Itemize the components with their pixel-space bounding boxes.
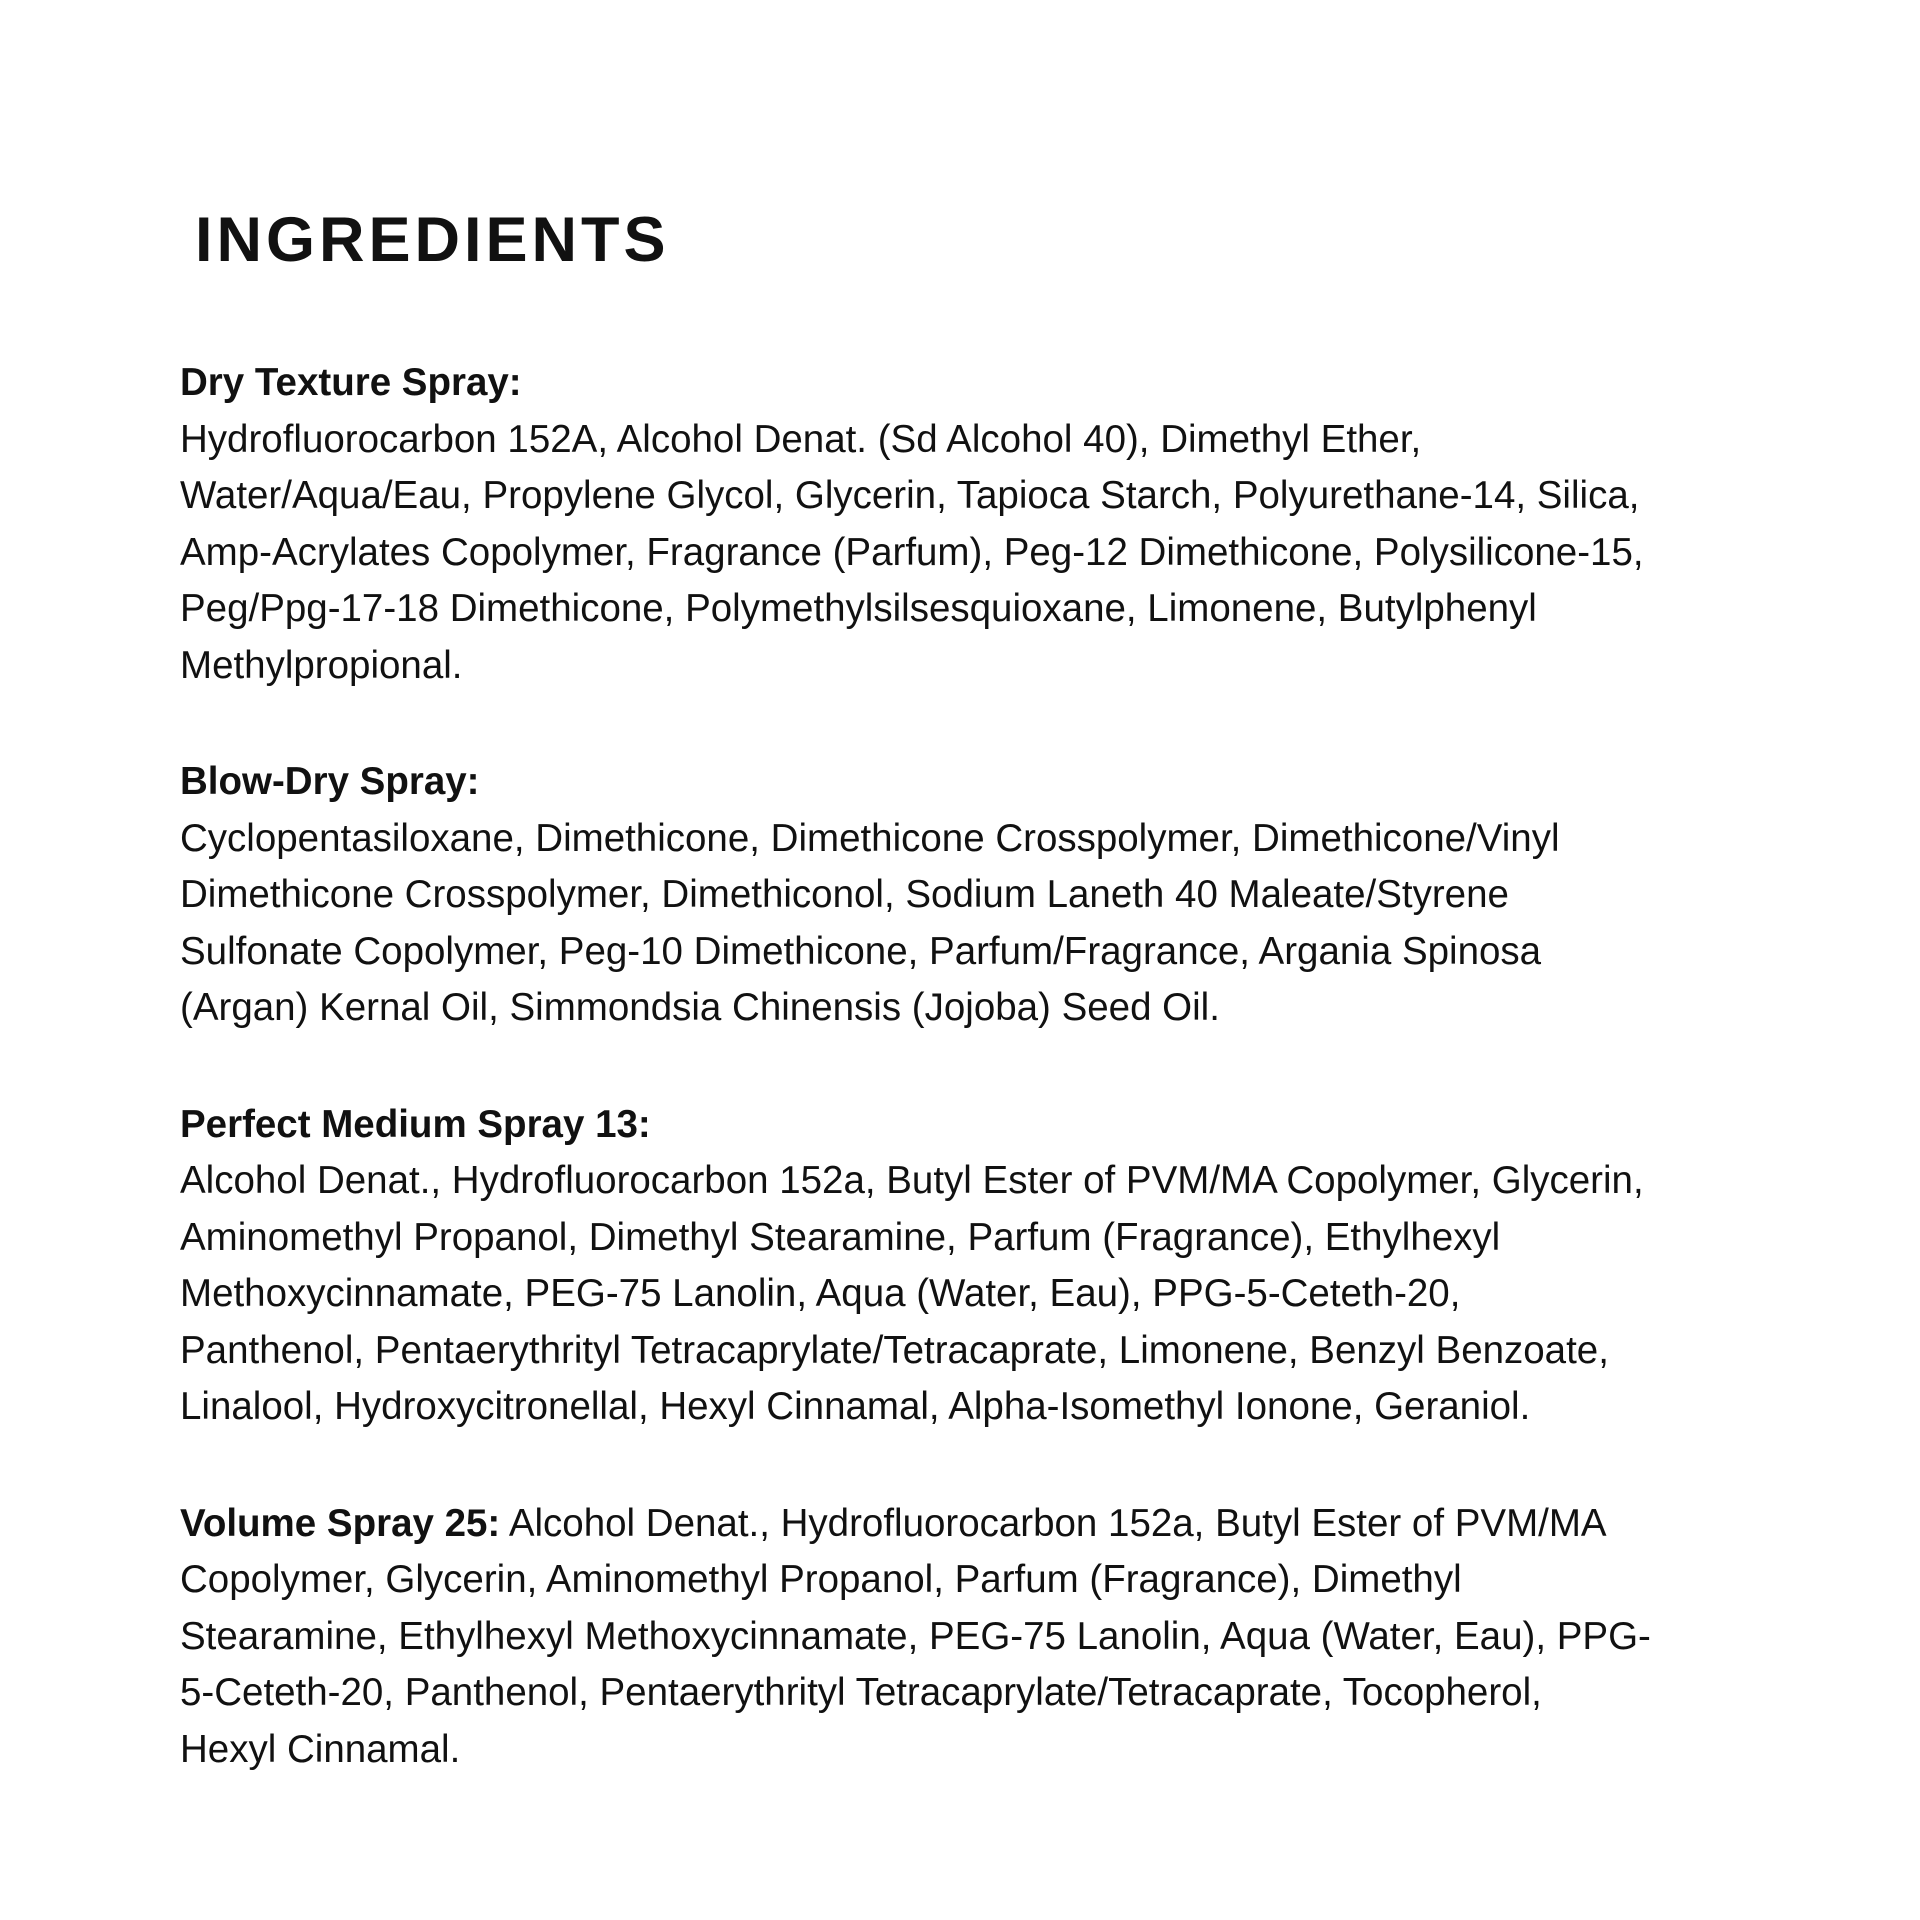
section-ingredients [180, 1496, 1740, 1779]
ingredient-line: Alcohol Denat., Hydrofluorocarbon 152a, Butyl Ester of PVM/MA Copolymer, Glycerin, [180, 1159, 1644, 1202]
ingredients-list [180, 355, 1740, 1838]
section-heading: Dry Texture Spray: [180, 361, 522, 404]
ingredient-line: Copolymer, Glycerin, Aminomethyl Propanol, Parfum (Fragrance), Dimethyl [180, 1558, 1462, 1601]
ingredient-line: Methoxycinnamate, PEG-75 Lanolin, Aqua (Water, Eau), PPG-5-Ceteth-20, [180, 1272, 1461, 1315]
section-heading: Volume Spray 25: [180, 1501, 501, 1545]
ingredient-line: Stearamine, Ethylhexyl Methoxycinnamate, PEG-75 Lanolin, Aqua (Water, Eau), PPG- [180, 1614, 1651, 1658]
ingredient-line: (Argan) Kernal Oil, Simmondsia Chinensis (Jojoba) Seed Oil. [180, 986, 1220, 1029]
ingredient-line: Hydrofluorocarbon 152A, Alcohol Denat. (Sd Alcohol 40), Dimethyl Ether, [180, 417, 1422, 461]
ingredient-line: Amp-Acrylates Copolymer, Fragrance (Parfum), Peg-12 Dimethicone, Polysilicone-15, [180, 530, 1644, 574]
section-ingredients [180, 811, 1740, 1037]
ingredient-line: Cyclopentasiloxane, Dimethicone, Dimethicone Crosspolymer, Dimethicone/Vinyl [180, 816, 1560, 860]
ingredient-line: Methylpropional. [180, 643, 463, 687]
ingredient-line: Aminomethyl Propanol, Dimethyl Stearamine, Parfum (Fragrance), Ethylhexyl [180, 1215, 1501, 1259]
section-ingredients [180, 412, 1740, 695]
ingredient-line: 5-Ceteth-20, Panthenol, Pentaerythrityl Tetracaprylate/Tetracaprate, Tocopherol, [180, 1671, 1542, 1714]
ingredient-line: Alcohol Denat., Hydrofluorocarbon 152a, Butyl Ester of PVM/MA [500, 1501, 1607, 1545]
ingredient-line: Linalool, Hydroxycitronellal, Hexyl Cinnamal, Alpha-Isomethyl Ionone, Geraniol. [180, 1385, 1531, 1428]
ingredient-line: Peg/Ppg-17-18 Dimethicone, Polymethylsilsesquioxane, Limonene, Butylphenyl [180, 587, 1537, 630]
ingredient-line: Panthenol, Pentaerythrityl Tetracaprylate/Tetracaprate, Limonene, Benzyl Benzoate, [180, 1328, 1609, 1372]
ingredient-line: Sulfonate Copolymer, Peg-10 Dimethicone, Parfum/Fragrance, Argania Spinosa [180, 929, 1542, 973]
section-perfect-medium-spray-13 [180, 1097, 1740, 1436]
section-dry-texture-spray [180, 355, 1740, 694]
page-title: INGREDIENTS [195, 205, 670, 275]
ingredient-line: Dimethicone Crosspolymer, Dimethiconol, Sodium Laneth 40 Maleate/Styrene [180, 873, 1509, 916]
section-heading: Perfect Medium Spray 13: [180, 1102, 651, 1146]
section-heading: Blow-Dry Spray: [180, 760, 480, 803]
section-volume-spray-25 [180, 1496, 1740, 1779]
section-ingredients [180, 1153, 1740, 1436]
ingredient-line: Hexyl Cinnamal. [180, 1727, 461, 1771]
ingredient-line: Water/Aqua/Eau, Propylene Glycol, Glycerin, Tapioca Starch, Polyurethane-14, Silica, [180, 474, 1640, 517]
section-blow-dry-spray [180, 754, 1740, 1037]
